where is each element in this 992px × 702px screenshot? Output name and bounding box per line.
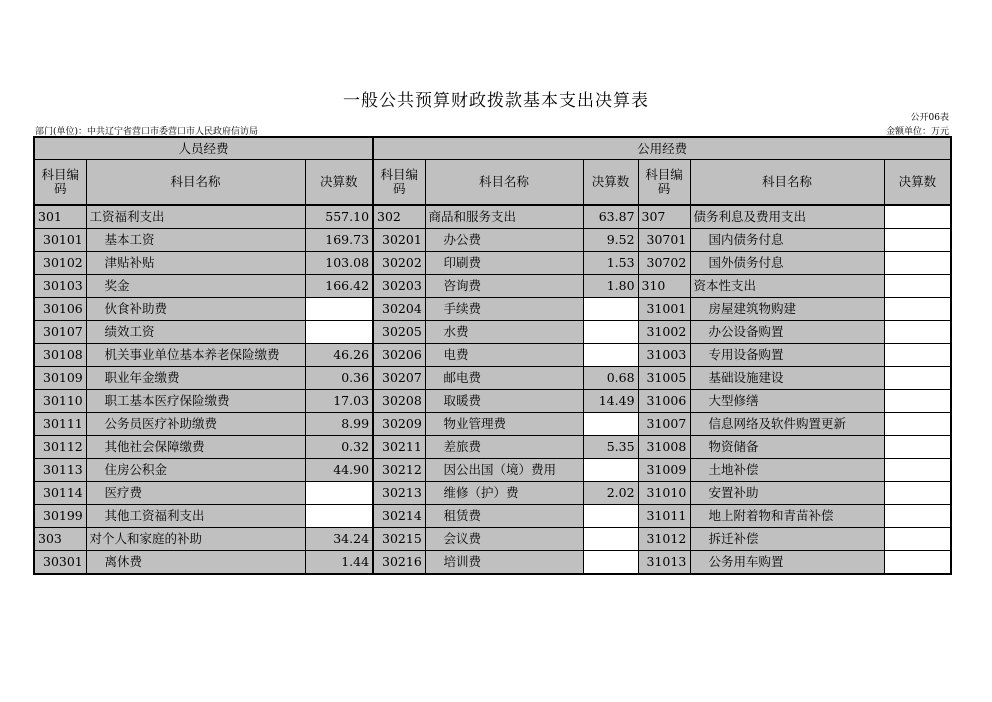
- cell-name: 因公出国（境）费用: [425, 459, 583, 482]
- cell-name: 国内债务付息: [690, 229, 884, 252]
- cell-name: 物资储备: [690, 436, 884, 459]
- cell-code: 30301: [34, 551, 86, 575]
- cell-amount: [583, 505, 638, 528]
- table-row: [34, 321, 951, 344]
- cell-code: 30212: [373, 459, 425, 482]
- table-row: [34, 390, 951, 413]
- cell-name: 信息网络及软件购置更新: [690, 413, 884, 436]
- header-name: 科目名称: [690, 160, 884, 206]
- cell-code: 30204: [373, 298, 425, 321]
- expenditure-table: [33, 136, 952, 575]
- cell-code: 30102: [34, 252, 86, 275]
- cell-code: 30215: [373, 528, 425, 551]
- cell-amount: [305, 505, 373, 528]
- cell-name: 邮电费: [425, 367, 583, 390]
- cell-name: 公务员医疗补助缴费: [86, 413, 305, 436]
- cell-amount: 0.68: [583, 367, 638, 390]
- cell-code: 30106: [34, 298, 86, 321]
- cell-amount: 44.90: [305, 459, 373, 482]
- table-row: [34, 482, 951, 505]
- cell-name: 安置补助: [690, 482, 884, 505]
- table-row: [34, 505, 951, 528]
- cell-amount: [884, 205, 951, 229]
- cell-amount: [583, 551, 638, 575]
- cell-name: 印刷费: [425, 252, 583, 275]
- cell-code: 30205: [373, 321, 425, 344]
- cell-amount: [305, 482, 373, 505]
- cell-amount: [583, 344, 638, 367]
- personnel-group-header: 人员经费: [34, 137, 373, 160]
- cell-amount: [884, 298, 951, 321]
- cell-amount: [884, 252, 951, 275]
- cell-amount: [884, 321, 951, 344]
- cell-code: 30113: [34, 459, 86, 482]
- cell-amount: 63.87: [583, 205, 638, 229]
- cell-name: 机关事业单位基本养老保险缴费: [86, 344, 305, 367]
- cell-amount: 8.99: [305, 413, 373, 436]
- cell-amount: [884, 436, 951, 459]
- group-header-row: [34, 137, 951, 160]
- cell-amount: [884, 528, 951, 551]
- cell-name: 会议费: [425, 528, 583, 551]
- cell-name: 土地补偿: [690, 459, 884, 482]
- header-code: 科目编码: [373, 160, 425, 206]
- cell-name: 绩效工资: [86, 321, 305, 344]
- cell-code: 31010: [638, 482, 690, 505]
- cell-code: 303: [34, 528, 86, 551]
- department-label: 部门(单位)：中共辽宁省营口市委营口市人民政府信访局: [35, 127, 259, 137]
- cell-amount: [305, 321, 373, 344]
- cell-code: 30199: [34, 505, 86, 528]
- amount-unit-label: 金额单位：万元: [885, 127, 949, 137]
- cell-code: 30211: [373, 436, 425, 459]
- header-code: 科目编码: [34, 160, 86, 206]
- cell-code: 31008: [638, 436, 690, 459]
- cell-name: 专用设备购置: [690, 344, 884, 367]
- cell-code: 30114: [34, 482, 86, 505]
- cell-name: 维修（护）费: [425, 482, 583, 505]
- cell-name: 取暖费: [425, 390, 583, 413]
- cell-code: 30213: [373, 482, 425, 505]
- cell-code: 301: [34, 205, 86, 229]
- cell-code: 30103: [34, 275, 86, 298]
- table-row: [34, 252, 951, 275]
- cell-code: 30203: [373, 275, 425, 298]
- cell-amount: [884, 459, 951, 482]
- cell-name: 资本性支出: [690, 275, 884, 298]
- cell-name: 差旅费: [425, 436, 583, 459]
- cell-amount: 46.26: [305, 344, 373, 367]
- cell-amount: [884, 551, 951, 575]
- cell-name: 物业管理费: [425, 413, 583, 436]
- cell-name: 办公费: [425, 229, 583, 252]
- cell-code: 30201: [373, 229, 425, 252]
- cell-amount: [583, 413, 638, 436]
- cell-code: 30111: [34, 413, 86, 436]
- cell-name: 职业年金缴费: [86, 367, 305, 390]
- header-amount: 决算数: [884, 160, 951, 206]
- cell-name: 职工基本医疗保险缴费: [86, 390, 305, 413]
- page-title: 一般公共预算财政拨款基本支出决算表: [343, 91, 649, 111]
- cell-code: 30112: [34, 436, 86, 459]
- cell-code: 30109: [34, 367, 86, 390]
- cell-code: 30206: [373, 344, 425, 367]
- cell-code: 31003: [638, 344, 690, 367]
- table-row: [34, 275, 951, 298]
- cell-amount: [884, 413, 951, 436]
- cell-amount: 17.03: [305, 390, 373, 413]
- cell-amount: [884, 505, 951, 528]
- cell-code: 30207: [373, 367, 425, 390]
- cell-amount: [884, 390, 951, 413]
- table-row: [34, 528, 951, 551]
- cell-name: 工资福利支出: [86, 205, 305, 229]
- cell-amount: 0.36: [305, 367, 373, 390]
- cell-amount: 5.35: [583, 436, 638, 459]
- table-row: [34, 436, 951, 459]
- cell-code: 310: [638, 275, 690, 298]
- cell-name: 培训费: [425, 551, 583, 575]
- cell-code: 30101: [34, 229, 86, 252]
- table-row: [34, 551, 951, 575]
- cell-name: 地上附着物和青苗补偿: [690, 505, 884, 528]
- cell-name: 离休费: [86, 551, 305, 575]
- cell-amount: [884, 482, 951, 505]
- table-row: [34, 367, 951, 390]
- cell-name: 其他社会保障缴费: [86, 436, 305, 459]
- cell-name: 商品和服务支出: [425, 205, 583, 229]
- table-row: [34, 298, 951, 321]
- cell-name: 其他工资福利支出: [86, 505, 305, 528]
- cell-amount: 1.44: [305, 551, 373, 575]
- cell-code: 30108: [34, 344, 86, 367]
- cell-code: 307: [638, 205, 690, 229]
- cell-amount: [583, 321, 638, 344]
- cell-code: 31011: [638, 505, 690, 528]
- cell-code: 31006: [638, 390, 690, 413]
- cell-code: 31012: [638, 528, 690, 551]
- table-row: [34, 205, 951, 229]
- cell-code: 31005: [638, 367, 690, 390]
- cell-name: 基础设施建设: [690, 367, 884, 390]
- cell-amount: 166.42: [305, 275, 373, 298]
- column-header-row: [34, 160, 951, 206]
- cell-amount: 14.49: [583, 390, 638, 413]
- cell-amount: 169.73: [305, 229, 373, 252]
- cell-amount: 1.80: [583, 275, 638, 298]
- cell-name: 基本工资: [86, 229, 305, 252]
- cell-name: 对个人和家庭的补助: [86, 528, 305, 551]
- cell-amount: 1.53: [583, 252, 638, 275]
- cell-amount: [884, 367, 951, 390]
- cell-name: 水费: [425, 321, 583, 344]
- cell-code: 30208: [373, 390, 425, 413]
- cell-amount: 0.32: [305, 436, 373, 459]
- cell-code: 30701: [638, 229, 690, 252]
- header-name: 科目名称: [425, 160, 583, 206]
- cell-code: 30702: [638, 252, 690, 275]
- cell-code: 30209: [373, 413, 425, 436]
- cell-name: 手续费: [425, 298, 583, 321]
- table-row: [34, 413, 951, 436]
- cell-code: 30107: [34, 321, 86, 344]
- table-row: [34, 229, 951, 252]
- cell-name: 咨询费: [425, 275, 583, 298]
- cell-amount: 103.08: [305, 252, 373, 275]
- cell-amount: 557.10: [305, 205, 373, 229]
- cell-name: 奖金: [86, 275, 305, 298]
- cell-amount: [884, 344, 951, 367]
- cell-name: 债务利息及费用支出: [690, 205, 884, 229]
- form-number: 公开06表: [910, 113, 949, 123]
- cell-name: 拆迁补偿: [690, 528, 884, 551]
- cell-name: 电费: [425, 344, 583, 367]
- cell-code: 30214: [373, 505, 425, 528]
- cell-name: 国外债务付息: [690, 252, 884, 275]
- cell-name: 津贴补贴: [86, 252, 305, 275]
- cell-amount: 9.52: [583, 229, 638, 252]
- cell-name: 医疗费: [86, 482, 305, 505]
- cell-name: 住房公积金: [86, 459, 305, 482]
- cell-code: 30216: [373, 551, 425, 575]
- cell-amount: [583, 459, 638, 482]
- cell-amount: 2.02: [583, 482, 638, 505]
- header-amount: 决算数: [583, 160, 638, 206]
- cell-code: 30110: [34, 390, 86, 413]
- cell-name: 公务用车购置: [690, 551, 884, 575]
- header-code: 科目编码: [638, 160, 690, 206]
- cell-code: 31009: [638, 459, 690, 482]
- cell-amount: [583, 528, 638, 551]
- cell-code: 30202: [373, 252, 425, 275]
- cell-name: 伙食补助费: [86, 298, 305, 321]
- header-amount: 决算数: [305, 160, 373, 206]
- cell-amount: [884, 275, 951, 298]
- cell-name: 租赁费: [425, 505, 583, 528]
- cell-code: 31002: [638, 321, 690, 344]
- table-row: [34, 459, 951, 482]
- cell-code: 31001: [638, 298, 690, 321]
- cell-code: 31007: [638, 413, 690, 436]
- public-group-header: 公用经费: [373, 137, 951, 160]
- header-name: 科目名称: [86, 160, 305, 206]
- cell-name: 房屋建筑物购建: [690, 298, 884, 321]
- table-row: [34, 344, 951, 367]
- cell-name: 办公设备购置: [690, 321, 884, 344]
- cell-amount: [305, 298, 373, 321]
- cell-code: 302: [373, 205, 425, 229]
- cell-code: 31013: [638, 551, 690, 575]
- cell-name: 大型修缮: [690, 390, 884, 413]
- cell-amount: 34.24: [305, 528, 373, 551]
- cell-amount: [583, 298, 638, 321]
- cell-amount: [884, 229, 951, 252]
